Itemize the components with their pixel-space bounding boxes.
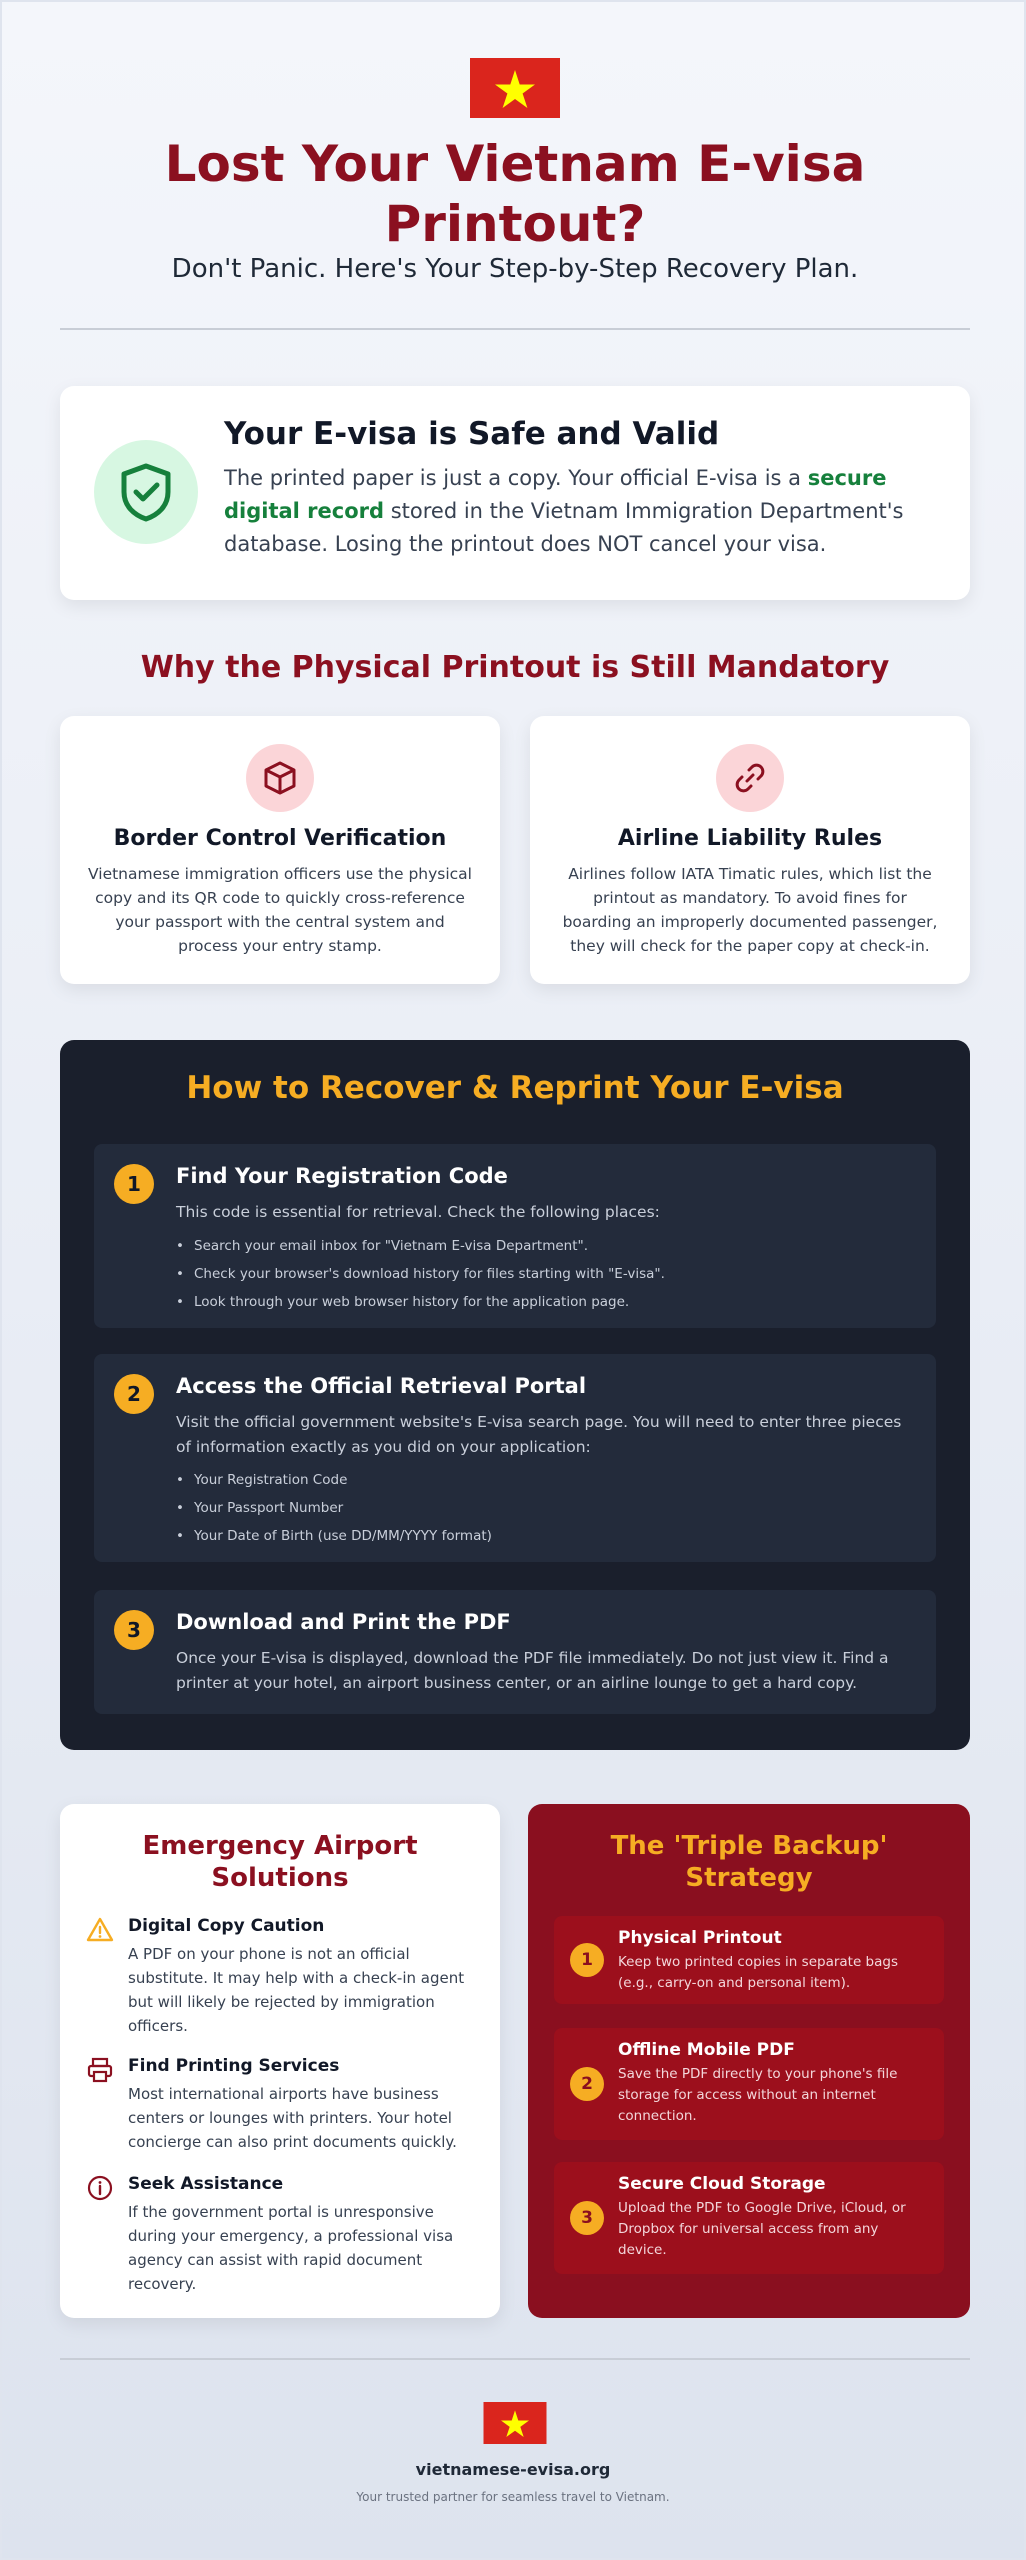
backup-number: 1 <box>570 1943 604 1977</box>
warning-icon <box>86 1916 114 1944</box>
backup-item-physical <box>554 1916 944 2004</box>
why-card-title: Airline Liability Rules <box>617 826 883 851</box>
recover-section-title: How to Recover & Reprint Your E-visa <box>186 1070 844 1106</box>
why-card-text: Airlines follow IATA Timatic rules, which list the printout as mandatory. To avoid fines for boarding an improperly documented passenger, they will check for the paper copy at check-in. <box>562 865 938 955</box>
safe-valid-card <box>60 386 970 600</box>
recover-step-1 <box>94 1144 936 1328</box>
step-title: Find Your Registration Code <box>176 1164 508 1188</box>
list-item: • Your Date of Birth (use DD/MM/YYYY format) <box>176 1522 916 1550</box>
why-card-title: Border Control Verification <box>113 826 447 851</box>
step-number: 1 <box>114 1164 154 1204</box>
emergency-item-text: If the government portal is unresponsive during your emergency, a professional visa agency can assist with rapid document recovery. <box>128 2203 454 2293</box>
safe-text-before: The printed paper is just a copy. Your official E-visa is a <box>224 466 808 490</box>
backup-item-text: Keep two printed copies in separate bags (e.g., carry-on and personal item). <box>618 1954 898 1991</box>
backup-item-title: Offline Mobile PDF <box>618 2040 795 2060</box>
list-item: • Search your email inbox for "Vietnam E-visa Department". <box>176 1232 916 1260</box>
step-text: This code is essential for retrieval. Check the following places: <box>176 1203 660 1221</box>
backup-item-cloud <box>554 2162 944 2274</box>
info-icon <box>86 2174 114 2202</box>
step-text: Visit the official government website's E-visa search page. You will need to enter three pieces of information exactly as you did on your application: <box>176 1413 902 1456</box>
triple-backup-card <box>528 1804 970 2318</box>
backup-number: 3 <box>570 2201 604 2235</box>
triple-backup-title: The 'Triple Backup' Strategy <box>610 1831 888 1893</box>
safe-text-highlight: secure digital record <box>224 466 887 523</box>
list-item: • Your Registration Code <box>176 1466 916 1494</box>
emergency-item-text: Most international airports have business centers or lounges with printers. Your hotel concierge can also print documents quickly. <box>128 2085 457 2151</box>
backup-number: 2 <box>570 2067 604 2101</box>
backup-item-text: Save the PDF directly to your phone's file storage for access without an internet connection. <box>618 2066 898 2124</box>
footer-divider <box>60 2358 970 2360</box>
why-section-title: Why the Physical Printout is Still Mandatory <box>140 650 890 685</box>
emergency-airport-card <box>60 1804 500 2318</box>
step-number: 2 <box>114 1374 154 1414</box>
page-title-line-2: Printout? <box>384 195 646 253</box>
backup-item-title: Physical Printout <box>618 1928 782 1948</box>
why-card-text: Vietnamese immigration officers use the physical copy and its QR code to quickly cross-reference your passport with the central system and process your entry stamp. <box>88 865 472 955</box>
safe-card-title: Your E-visa is Safe and Valid <box>224 416 720 452</box>
emergency-item-title: Digital Copy Caution <box>128 1916 325 1936</box>
cube-icon <box>262 760 298 796</box>
recover-step-2 <box>94 1354 936 1562</box>
recover-step-3 <box>94 1590 936 1714</box>
printer-icon <box>86 2056 114 2084</box>
step-checklist <box>176 1466 916 1550</box>
safe-text-after: stored in the Vietnam Immigration Department's database. Losing the printout does NOT cancel your visa. <box>224 499 904 556</box>
vietnam-flag-icon <box>483 2402 547 2444</box>
emergency-item-text: A PDF on your phone is not an official substitute. It may help with a check-in agent but will likely be rejected by immigration officers. <box>128 1945 465 2035</box>
backup-item-text: Upload the PDF to Google Drive, iCloud, or Dropbox for universal access from any device. <box>618 2200 906 2258</box>
list-item: • Look through your web browser history for the application page. <box>176 1288 916 1316</box>
emergency-card-title: Emergency Airport Solutions <box>142 1831 418 1893</box>
safe-card-text <box>224 462 924 561</box>
page-title <box>62 134 968 254</box>
safe-icon-badge <box>94 440 198 544</box>
emergency-item-title: Seek Assistance <box>128 2174 284 2194</box>
header-divider <box>60 328 970 330</box>
list-item: • Check your browser's download history for files starting with "E-visa". <box>176 1260 916 1288</box>
why-icon-badge <box>716 744 784 812</box>
step-text: Once your E-visa is displayed, download the PDF file immediately. Do not just view it. Find a printer at your hotel, an airport business center, or an airline lounge to get a hard copy. <box>176 1649 889 1692</box>
why-icon-badge <box>246 744 314 812</box>
footer-tagline: Your trusted partner for seamless travel to Vietnam. <box>356 2490 670 2504</box>
link-icon <box>732 760 768 796</box>
backup-item-offline-pdf <box>554 2028 944 2140</box>
page-subtitle: Don't Panic. Here's Your Step-by-Step Recovery Plan. <box>171 254 859 284</box>
emergency-item-title: Find Printing Services <box>128 2056 340 2076</box>
why-card-airline-liability <box>530 716 970 984</box>
step-number: 3 <box>114 1610 154 1650</box>
recover-section <box>60 1040 970 1750</box>
shield-check-icon <box>118 462 174 522</box>
vietnam-flag-icon <box>470 58 560 118</box>
step-title: Download and Print the PDF <box>176 1610 511 1634</box>
step-checklist <box>176 1232 916 1316</box>
page-title-line-1: Lost Your Vietnam E-visa <box>164 135 866 193</box>
why-card-border-control <box>60 716 500 984</box>
backup-item-title: Secure Cloud Storage <box>618 2174 826 2194</box>
step-title: Access the Official Retrieval Portal <box>176 1374 587 1398</box>
list-item: • Your Passport Number <box>176 1494 916 1522</box>
footer-site-name: vietnamese-evisa.org <box>415 2460 611 2479</box>
